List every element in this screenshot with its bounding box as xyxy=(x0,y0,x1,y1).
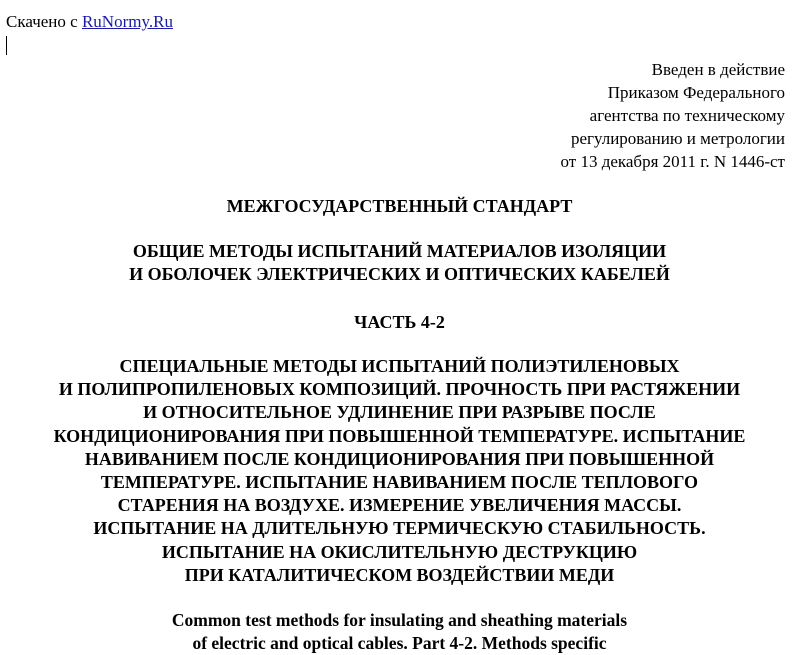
special-title-line: ИСПЫТАНИЕ НА ОКИСЛИТЕЛЬНУЮ ДЕСТРУКЦИЮ xyxy=(161,541,638,562)
special-title-line: НАВИВАНИЕМ ПОСЛЕ КОНДИЦИОНИРОВАНИЯ ПРИ ПОВЫШЕННОЙ xyxy=(84,448,715,469)
special-title-line: И ОТНОСИТЕЛЬНОЕ УДЛИНЕНИЕ ПРИ РАЗРЫВЕ ПОСЛЕ xyxy=(143,402,656,423)
standard-heading xyxy=(0,195,799,218)
special-title-line: СТАРЕНИЯ НА ВОЗДУХЕ. ИЗМЕРЕНИЕ УВЕЛИЧЕНИЯ МАССЫ. xyxy=(117,495,682,516)
special-title-line: ТЕМПЕРАТУРЕ. ИСПЫТАНИЕ НАВИВАНИЕМ ПОСЛЕ ТЕПЛОВОГО xyxy=(100,472,699,493)
intro-line: регулированию и метрологии xyxy=(570,129,785,148)
special-title xyxy=(0,355,799,587)
english-title-line: of electric and optical cables. Part 4-2. Methods specific xyxy=(192,633,607,654)
english-title xyxy=(0,609,799,655)
special-title-line: СПЕЦИАЛЬНЫЕ МЕТОДЫ ИСПЫТАНИЙ ПОЛИЭТИЛЕНОВЫХ xyxy=(119,356,680,376)
download-source-line xyxy=(6,11,173,33)
intro-line: Введен в действие xyxy=(651,60,785,79)
text-cursor xyxy=(6,36,7,55)
special-title-line: И ПОЛИПРОПИЛЕНОВЫХ КОМПОЗИЦИЙ. ПРОЧНОСТЬ ПРИ РАСТЯЖЕНИИ xyxy=(58,379,741,400)
general-title xyxy=(0,240,799,286)
intro-line: Приказом Федерального xyxy=(607,83,785,102)
source-link[interactable]: RuNormy.Ru xyxy=(81,12,173,31)
part-title xyxy=(0,311,799,334)
standard-heading-text: МЕЖГОСУДАРСТВЕННЫЙ СТАНДАРТ xyxy=(226,196,573,216)
special-title-line: ИСПЫТАНИЕ НА ДЛИТЕЛЬНУЮ ТЕРМИЧЕСКУЮ СТАБИЛЬНОСТЬ. xyxy=(93,518,706,539)
download-prefix: Скачено с xyxy=(6,12,82,31)
intro-line: от 13 декабря 2011 г. N 1446-ст xyxy=(560,152,785,171)
general-title-line: ОБЩИЕ МЕТОДЫ ИСПЫТАНИЙ МАТЕРИАЛОВ ИЗОЛЯЦИИ xyxy=(132,241,667,261)
general-title-line: И ОБОЛОЧЕК ЭЛЕКТРИЧЕСКИХ И ОПТИЧЕСКИХ КАБЕЛЕЙ xyxy=(129,264,670,285)
special-title-line: ПРИ КАТАЛИТИЧЕСКОМ ВОЗДЕЙСТВИИ МЕДИ xyxy=(184,564,615,585)
part-title-text: ЧАСТЬ 4-2 xyxy=(354,312,445,332)
intro-line: агентства по техническому xyxy=(589,106,785,125)
special-title-line: КОНДИЦИОНИРОВАНИЯ ПРИ ПОВЫШЕННОЙ ТЕМПЕРАТУРЕ. ИСПЫТАНИЕ xyxy=(53,425,746,446)
introduction-note xyxy=(560,58,785,173)
english-title-line: Common test methods for insulating and sheathing materials xyxy=(171,610,628,630)
